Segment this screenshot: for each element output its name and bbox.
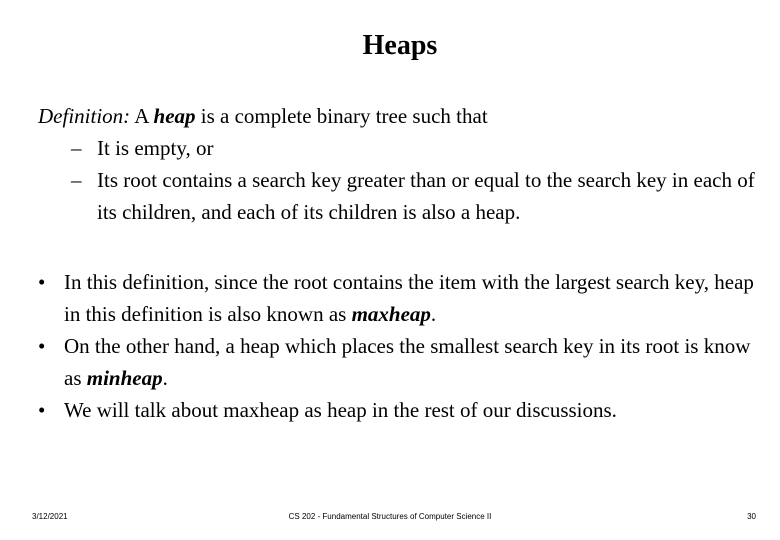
bullet-item	[38, 266, 768, 330]
slide-title: Heaps	[362, 30, 438, 61]
minheap-term: minheap	[86, 366, 163, 390]
definition-label: Definition:	[38, 104, 131, 128]
bullet-item	[38, 330, 768, 394]
definition-item	[38, 132, 768, 164]
definition-pre: A	[134, 104, 149, 128]
bullet-list	[38, 266, 768, 426]
dash-marker: –	[71, 168, 82, 192]
definition-item-text: It is empty, or	[97, 136, 214, 160]
footer-date: 3/12/2021	[32, 512, 68, 521]
footer-page-number: 30	[747, 512, 756, 521]
bullet-end: .	[162, 366, 168, 390]
definition-post: is a complete binary tree such that	[200, 104, 488, 128]
definition-line	[38, 100, 768, 132]
definition-item-text: Its root contains a search key greater than or equal to the search key in each of its children, and each of its children is also a heap.	[97, 168, 755, 224]
definition-item	[38, 164, 768, 228]
heap-term: heap	[153, 104, 196, 128]
bullet-dot: •	[38, 270, 46, 294]
bullet-text: On the other hand, a heap which places the smallest search key in its root is know as	[64, 334, 751, 390]
definition-block	[38, 100, 768, 228]
footer-course: CS 202 - Fundamental Structures of Computer Science II	[288, 512, 492, 521]
dash-marker: –	[71, 136, 82, 160]
bullet-item	[38, 394, 768, 426]
bullet-end: .	[430, 302, 437, 326]
bullet-dot: •	[38, 334, 46, 358]
bullet-text: We will talk about maxheap as heap in the rest of our discussions.	[64, 398, 617, 422]
bullet-dot: •	[38, 398, 46, 422]
maxheap-term: maxheap	[351, 302, 431, 326]
bullet-text: In this definition, since the root contains the item with the largest search key, heap in this definition is also known as	[64, 270, 754, 326]
